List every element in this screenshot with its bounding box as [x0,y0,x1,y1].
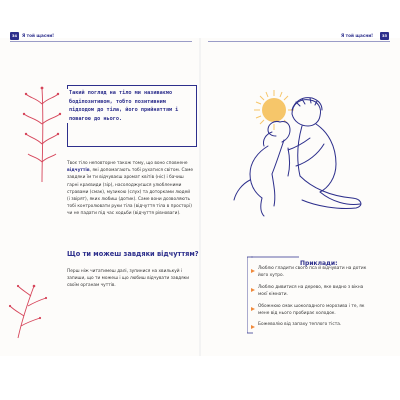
section-subheading: Що ти можеш завдяки відчуттям? [67,250,199,258]
right-page-number: 35 [381,34,387,38]
callout-box [67,85,197,147]
bullet-icon [251,288,255,292]
example-item: Обожнюю смак шоколадного морозива і те, як мене від нього пробирає холодок. [258,304,365,316]
bullet-icon [251,325,255,329]
left-page-number: 34 [11,34,17,38]
emphasis-senses: відчуттів [67,168,90,174]
callout-text: Такий погляд на тіло ми називаємо бодіпозитивом, тобто позитивним підходом до тіла, його прийняттям і повагою до нього. [67,89,195,123]
bullet-icon [251,307,255,311]
right-running-title: Я той щасни! [341,33,374,38]
example-item: Люблю дивитися на дерево, яке видно з вікна моєї кімнати. [258,285,364,297]
example-item: Божеволію від запаху теплого тіста. [258,322,342,327]
left-running-title: Я той щасни! [22,33,55,38]
bullet-icon [251,269,255,273]
book-gutter [199,38,201,356]
examples-heading: Приклади: [300,260,338,267]
plant-illustration-top [22,84,62,184]
body-paragraph-1-start: Твоє тіло неповторне також тому, що воно сповнене [67,161,188,166]
body-paragraph-2: Перш ніж читатимеш далі, зупинися на хвилькуй і запиши, що ти можеш і що любиш відчувати завдяки своїм органам чуттів. [67,269,190,289]
example-item: Люблю гладити свого пса й відчувати на дотик його хутро. [258,266,367,278]
right-header-rule [208,41,390,42]
left-header-rule [10,41,192,42]
boy-hugging-dog-illustration [232,88,382,236]
plant-illustration-bottom [8,280,52,340]
body-paragraph-1 [67,160,193,218]
body-paragraph-1-end: , які допомагають тобі рухатися світом. Саме завдяки їм ти відчуваєш аромат квітів (ніс) і бачиш гарні краєвиди (зір), насолоджуєшся улюбленими стравами (смак), музикою (слух) та доторками людей (і звірят), яких любиш (дотик). Саме вони дозволяють тобі контролювати руки тіла (відчуття тіла в просторі) чи не падати під час ходьби (відчуття рівноваги). [67,168,193,217]
